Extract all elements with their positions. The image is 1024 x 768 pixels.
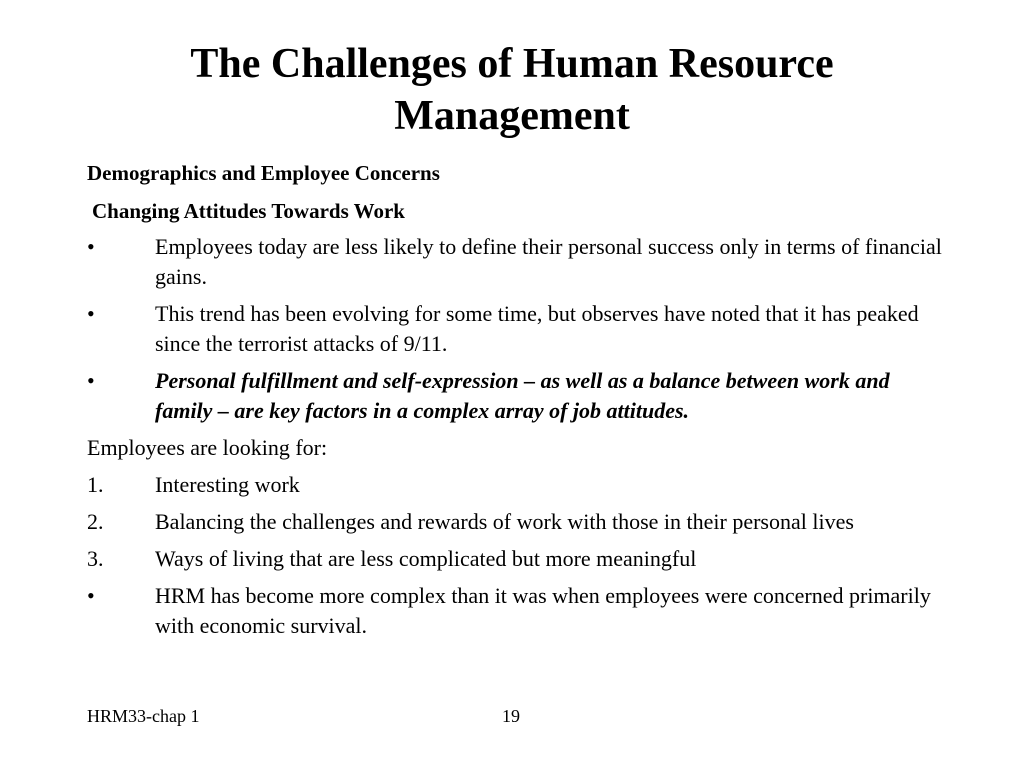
number-marker: 2. xyxy=(87,509,104,534)
title-line-1: The Challenges of Human Resource xyxy=(190,41,834,87)
title-line-2: Management xyxy=(394,93,630,139)
numbered-text: Balancing the challenges and rewards of work with those in their personal lives xyxy=(155,509,854,534)
bullet-item xyxy=(87,232,947,292)
bullet-marker: • xyxy=(87,583,95,608)
subheading: Changing Attitudes Towards Work xyxy=(92,199,405,223)
numbered-item xyxy=(87,544,947,574)
numbered-item xyxy=(87,470,947,500)
bullet-text-emphasized: Personal fulfillment and self-expression – as well as a balance between work and family – are key factors in a complex array of job attitudes. xyxy=(155,368,890,423)
slide-title xyxy=(60,38,964,142)
section-heading: Demographics and Employee Concerns xyxy=(87,161,440,185)
slide-body xyxy=(87,158,947,648)
looking-for-label: Employees are looking for: xyxy=(87,435,328,460)
bullet-item xyxy=(87,299,947,359)
number-marker: 1. xyxy=(87,472,104,497)
bullet-marker: • xyxy=(87,301,95,326)
bullet-text: Employees today are less likely to define their personal success only in terms of financial gains. xyxy=(155,234,942,289)
footer-label: HRM33-chap 1 xyxy=(87,706,200,726)
numbered-text: Ways of living that are less complicated but more meaningful xyxy=(155,546,697,571)
bullet-item-emphasized xyxy=(87,366,947,426)
numbered-text: Interesting work xyxy=(155,472,300,497)
page-number: 19 xyxy=(502,706,520,726)
bullet-text: This trend has been evolving for some time, but observes have noted that it has peaked since the terrorist attacks of 9/11. xyxy=(155,301,919,356)
final-bullet-item xyxy=(87,581,947,641)
number-marker: 3. xyxy=(87,546,104,571)
numbered-item xyxy=(87,507,947,537)
bullet-marker: • xyxy=(87,234,95,259)
bullet-text: HRM has become more complex than it was when employees were concerned primarily with economic survival. xyxy=(155,583,931,638)
bullet-marker: • xyxy=(87,368,95,393)
